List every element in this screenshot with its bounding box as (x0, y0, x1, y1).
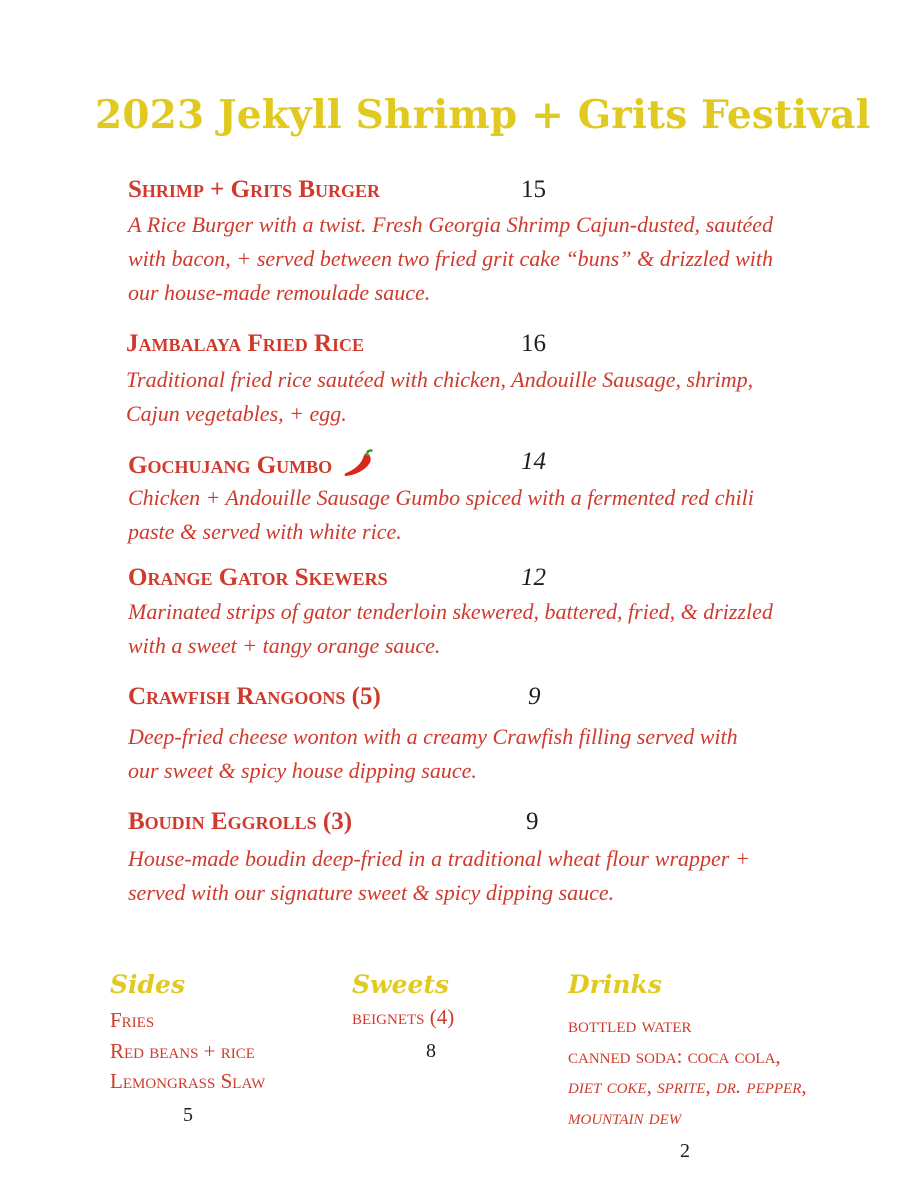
drinks-list (568, 1010, 807, 1132)
item-name: Crawfish Rangoons (5) (128, 683, 381, 710)
item-price: 12 (521, 564, 546, 591)
sweets-list (352, 1002, 454, 1033)
item-name: Shrimp + Grits Burger (128, 176, 381, 203)
item-description: A Rice Burger with a twist. Fresh Georgia Shrimp Cajun-dusted, sautéed with bacon, + served between two fried grit cake “buns” & drizzled with our house-made remoulade sauce. (128, 212, 773, 305)
sweets-item: beignets (4) (352, 1005, 455, 1029)
page-number: 2 (680, 1140, 690, 1162)
sweets-price: 8 (426, 1040, 436, 1062)
drinks-item: diet coke, sprite, dr. pepper, (568, 1074, 807, 1098)
sides-title: Sides (110, 970, 186, 999)
item-price: 9 (526, 808, 539, 835)
sides-list (110, 1005, 265, 1097)
sweets-title: Sweets (352, 970, 450, 999)
drinks-item: mountain dew (568, 1104, 682, 1129)
item-description: Chicken + Andouille Sausage Gumbo spiced with a fermented red chili paste & served with white rice. (128, 485, 754, 544)
drinks-item: canned soda: coca cola, (568, 1043, 781, 1068)
item-description: Traditional fried rice sautéed with chicken, Andouille Sausage, shrimp, Cajun vegetables, + egg. (126, 367, 754, 426)
item-price: 16 (521, 330, 546, 357)
sides-price: 5 (183, 1104, 193, 1126)
item-description: Marinated strips of gator tenderloin skewered, battered, fried, & drizzled with a sweet + tangy orange sauce. (128, 599, 773, 658)
item-name: Gochujang Gumbo (128, 452, 333, 479)
sides-item: Fries (110, 1008, 155, 1032)
item-description: Deep-fried cheese wonton with a creamy Crawfish filling served with our sweet & spicy house dipping sauce. (128, 724, 738, 783)
chili-pepper-icon (342, 448, 376, 478)
item-name: Orange Gator Skewers (128, 564, 388, 591)
sides-item: Red beans + rice (110, 1038, 255, 1063)
item-name: Boudin Eggrolls (3) (128, 808, 353, 835)
item-description: House-made boudin deep-fried in a traditional wheat flour wrapper + served with our signature sweet & spicy dipping sauce. (128, 846, 750, 905)
item-name-row (128, 448, 376, 480)
item-price: 14 (521, 448, 546, 475)
page-title: 2023 Jekyll Shrimp + Grits Festival (95, 92, 871, 138)
item-price: 9 (528, 683, 541, 710)
item-price: 15 (521, 176, 546, 203)
item-name: Jambalaya Fried Rice (126, 330, 365, 357)
drinks-item: bottled water (568, 1013, 692, 1037)
sides-item: Lemongrass Slaw (110, 1069, 266, 1093)
drinks-title: Drinks (568, 970, 662, 999)
